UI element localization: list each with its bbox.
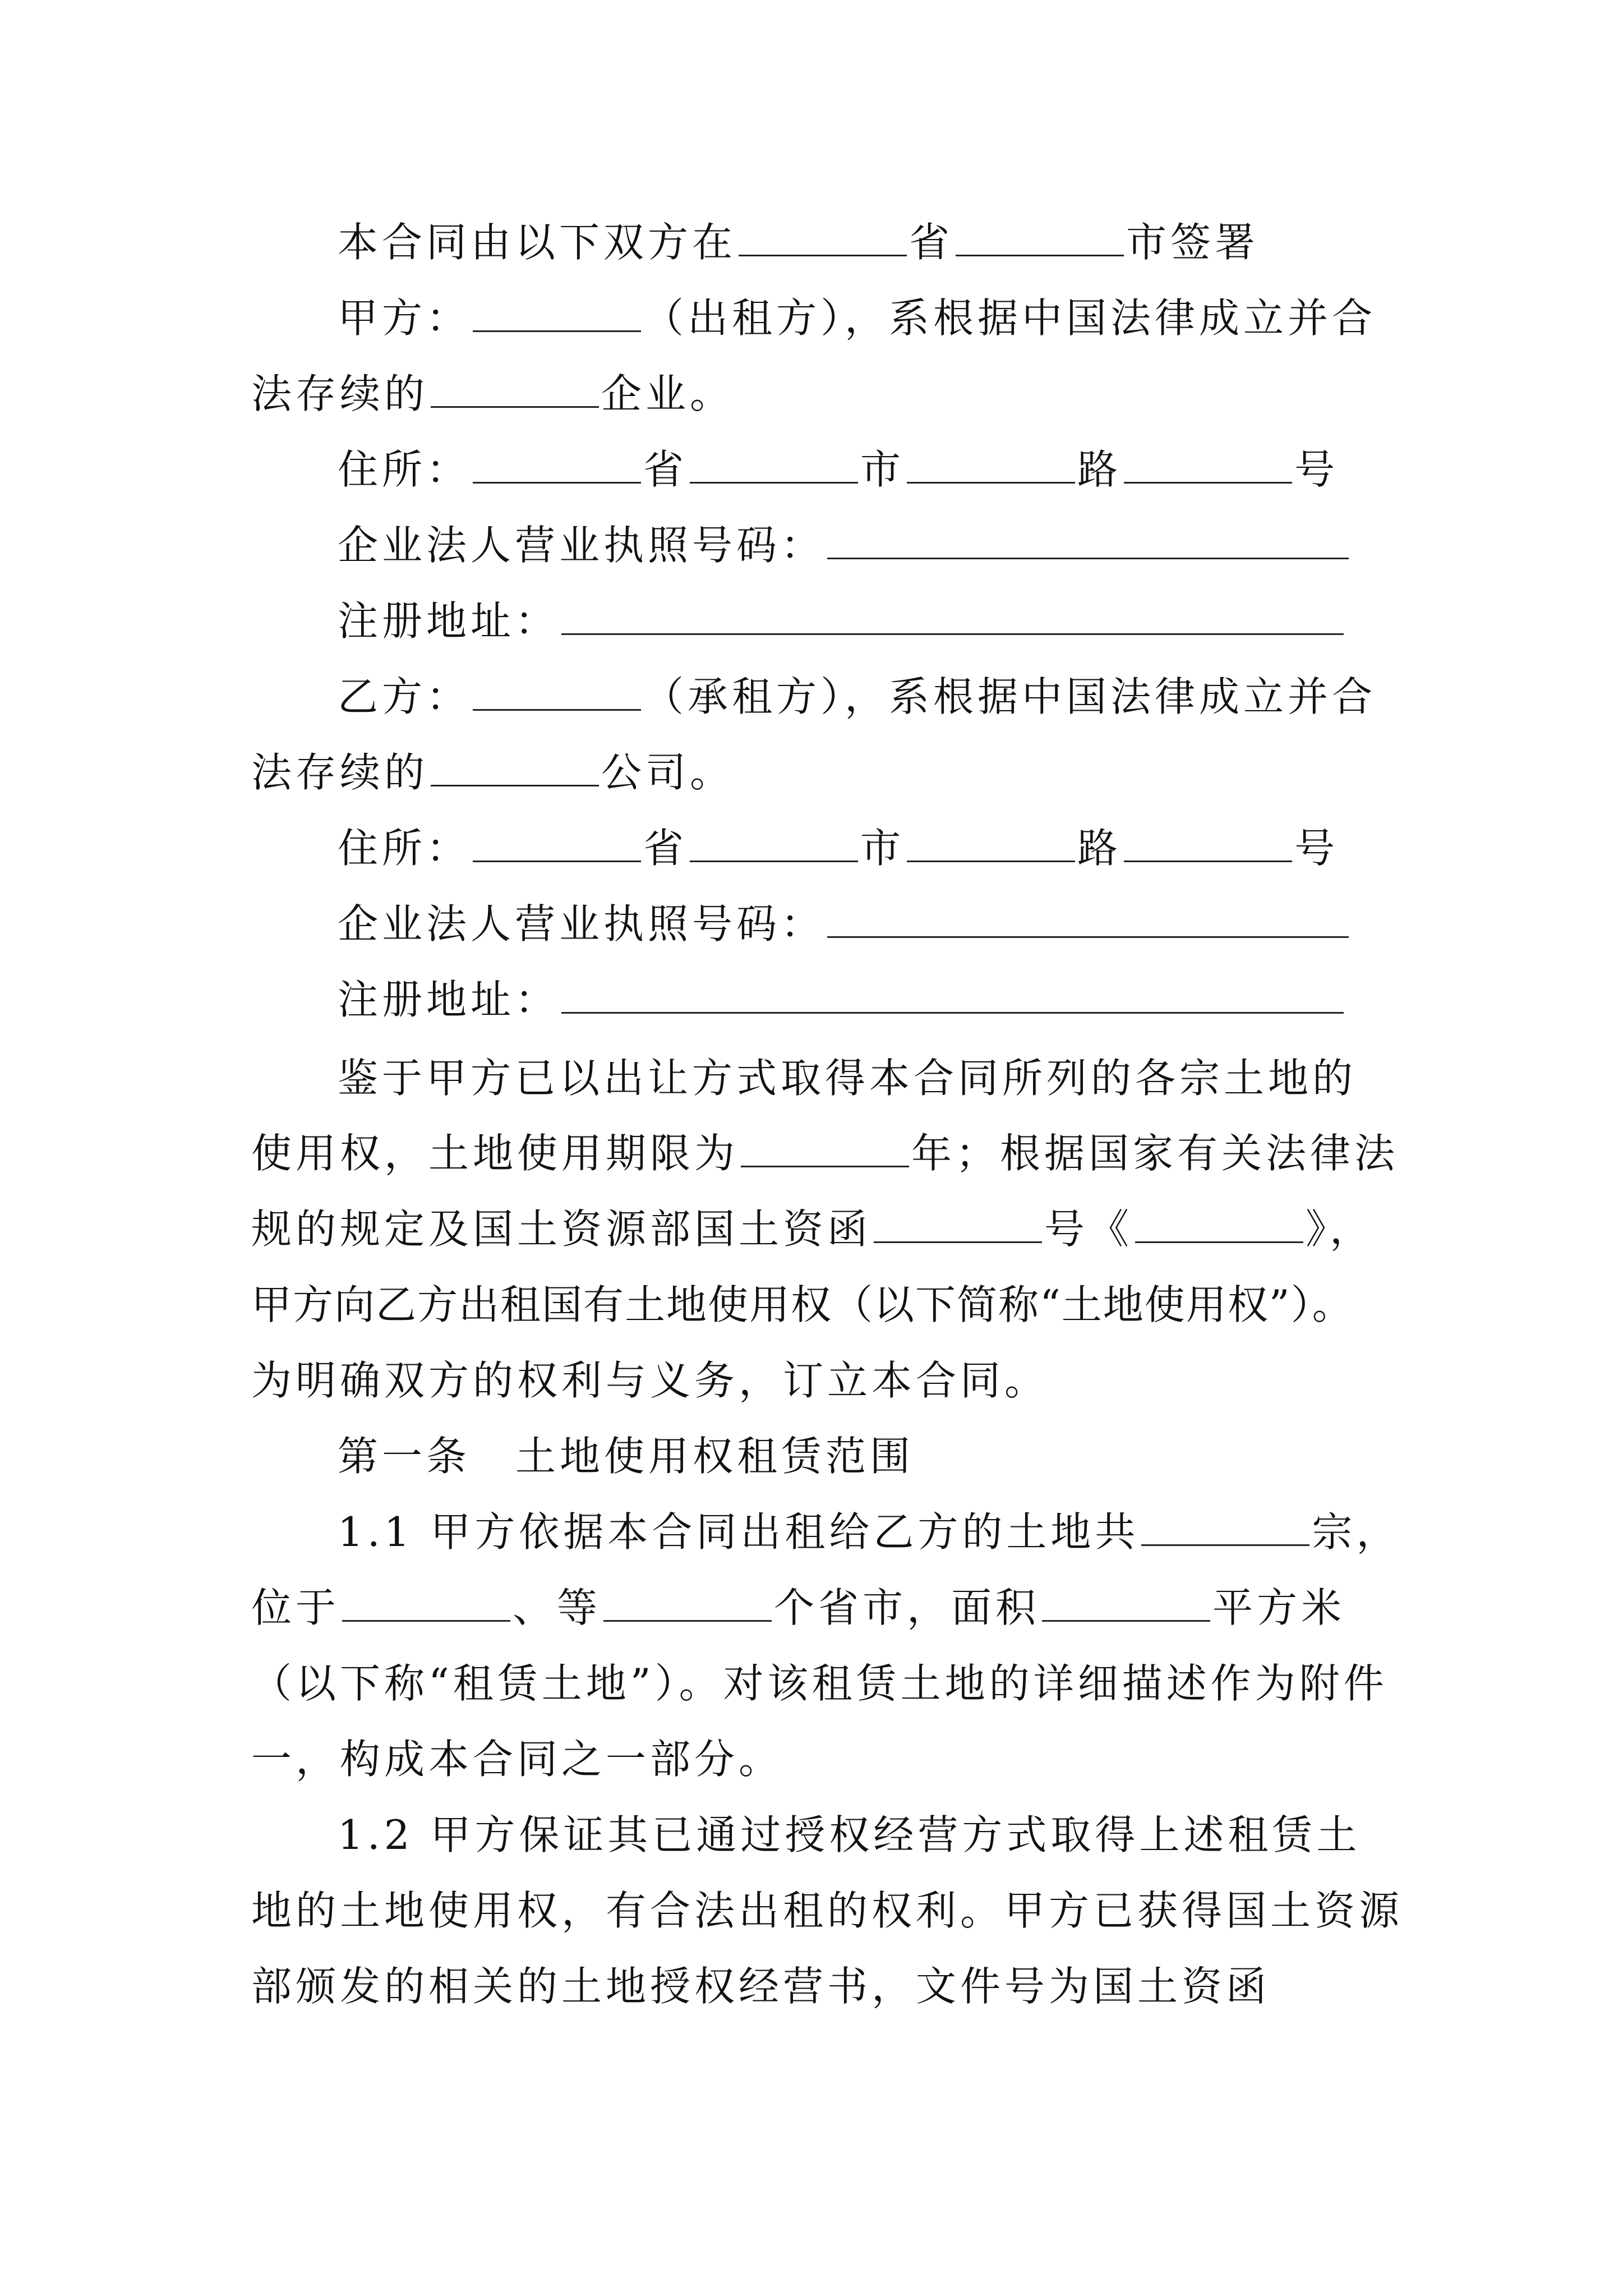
registered-address-blank xyxy=(561,976,1344,1014)
blank xyxy=(690,825,858,862)
text-span: 公司。 xyxy=(601,749,735,796)
text-span: 1.1 甲方依据本合同出租给乙方的土地共 xyxy=(338,1508,1140,1556)
text-span: 个省市，面积 xyxy=(774,1584,1040,1631)
text-span: 省 xyxy=(643,825,688,872)
party-b-registered-address-line xyxy=(338,966,1346,1033)
recital-line-3 xyxy=(251,1195,1374,1263)
registered-address-blank xyxy=(561,597,1344,635)
text-span: 企业法人营业执照号码： xyxy=(338,900,826,947)
text-span: 注册地址： xyxy=(338,597,560,645)
party-b-license-line xyxy=(338,890,1351,958)
clause-1-2-line-3 xyxy=(251,1953,1270,2020)
article-title: 土地使用权租赁范围 xyxy=(515,1433,915,1480)
clause-1-1-line-2 xyxy=(251,1574,1345,1641)
text-span: （承租方），系根据中国法律成立并合 xyxy=(643,673,1377,720)
text-span: 甲方向乙方出租国有土地使用权（以下简称“土地使用权”）。 xyxy=(251,1281,1354,1328)
party-a-type-line xyxy=(251,360,734,427)
party-a-address-line xyxy=(338,436,1339,503)
city-blank xyxy=(956,219,1124,256)
text-span: 规的规定及国土资源部国土资函 xyxy=(251,1205,872,1253)
term-years-blank xyxy=(741,1130,909,1167)
party-b-blank xyxy=(473,673,641,711)
party-b-type-line xyxy=(251,739,734,806)
party-a-license-line xyxy=(338,512,1351,579)
text-span: 市 xyxy=(860,446,905,493)
clause-1-1-line-3 xyxy=(251,1650,1388,1717)
text-span: 地的土地使用权，有合法出租的权利。甲方已获得国土资源 xyxy=(251,1887,1404,1934)
party-a-line xyxy=(338,284,1376,352)
text-span: 本合同由以下双方在 xyxy=(338,219,737,266)
party-a-registered-address-line xyxy=(338,587,1346,655)
text-span: （出租方），系根据中国法律成立并合 xyxy=(643,295,1377,342)
party-b-line xyxy=(338,663,1376,730)
province-count-blank xyxy=(603,1584,772,1622)
text-span: 乙方： xyxy=(338,673,471,720)
text-span: 部颁发的相关的土地授权经营书，文件号为国土资函 xyxy=(251,1963,1271,2010)
clause-1-1-line-4 xyxy=(251,1726,783,1793)
party-a-blank xyxy=(473,295,641,332)
text-span: 号 xyxy=(1294,446,1339,493)
location-blank xyxy=(342,1584,510,1622)
recital-line-5 xyxy=(251,1347,1049,1414)
blank xyxy=(1124,825,1292,862)
clause-1-1-line-1 xyxy=(338,1498,1400,1566)
text-span: 法存续的 xyxy=(251,749,429,796)
text-span: 鉴于甲方已以出让方式取得本合同所列的各宗土地的 xyxy=(338,1055,1357,1102)
license-blank xyxy=(827,522,1349,559)
text-span: 号《 xyxy=(1044,1205,1133,1253)
text-span: 企业。 xyxy=(601,370,735,417)
text-span: 1.2 甲方保证其已通过授权经营方式取得上述租赁土 xyxy=(338,1811,1361,1858)
recital-line-1 xyxy=(338,1045,1357,1112)
enterprise-type-blank xyxy=(431,370,599,408)
text-span: 住所： xyxy=(338,825,471,872)
clause-1-2-line-2 xyxy=(251,1877,1403,1944)
text-span: 企业法人营业执照号码： xyxy=(338,522,826,569)
text-span: 市签署 xyxy=(1126,219,1260,266)
text-span: 路 xyxy=(1077,825,1122,872)
text-span: 市 xyxy=(860,825,905,872)
text-span: 宗， xyxy=(1312,1508,1401,1556)
document-number-blank xyxy=(874,1205,1042,1243)
article-number: 第一条 xyxy=(338,1433,471,1480)
party-b-address-line xyxy=(338,815,1339,882)
text-span: 一，构成本合同之一部分。 xyxy=(251,1736,783,1783)
text-span: 为明确双方的权利与义务，订立本合同。 xyxy=(251,1357,1049,1404)
text-span: 住所： xyxy=(338,446,471,493)
blank xyxy=(473,825,641,862)
blank xyxy=(473,446,641,484)
text-span: 、等 xyxy=(513,1584,602,1631)
text-span: 甲方： xyxy=(338,295,471,342)
text-span: 省 xyxy=(909,219,954,266)
license-blank xyxy=(827,900,1349,938)
document-title-blank xyxy=(1135,1205,1303,1243)
article-1-heading xyxy=(338,1423,914,1490)
text-span: 》， xyxy=(1306,1205,1375,1253)
parcel-count-blank xyxy=(1141,1508,1310,1546)
company-type-blank xyxy=(431,749,599,786)
blank xyxy=(907,825,1075,862)
text-span: 路 xyxy=(1077,446,1122,493)
clause-1-2-line-1 xyxy=(338,1801,1361,1869)
signing-place-line xyxy=(338,209,1259,276)
recital-line-4 xyxy=(251,1271,1354,1338)
text-span: 法存续的 xyxy=(251,370,429,417)
text-span: 平方米 xyxy=(1212,1584,1346,1631)
text-span: 注册地址： xyxy=(338,976,560,1023)
text-span: 号 xyxy=(1294,825,1339,872)
area-blank xyxy=(1042,1584,1210,1622)
recital-line-2 xyxy=(251,1120,1399,1187)
text-span: 位于 xyxy=(251,1584,340,1631)
text-span: 省 xyxy=(643,446,688,493)
text-span: （以下称“租赁土地”）。对该租赁土地的详细描述作为附件 xyxy=(251,1660,1388,1707)
text-span: 使用权，土地使用期限为 xyxy=(251,1130,739,1177)
text-span: 年；根据国家有关法律法 xyxy=(911,1130,1399,1177)
province-blank xyxy=(739,219,907,256)
blank xyxy=(1124,446,1292,484)
blank xyxy=(690,446,858,484)
blank xyxy=(907,446,1075,484)
